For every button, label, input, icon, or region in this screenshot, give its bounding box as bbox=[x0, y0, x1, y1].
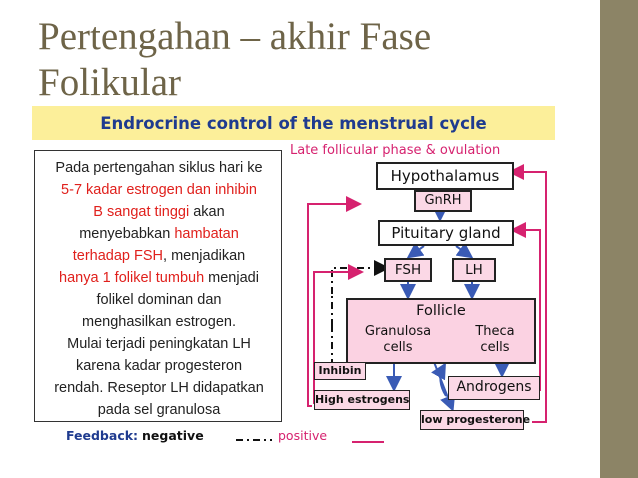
pituitary-label: Pituitary gland bbox=[391, 224, 501, 242]
lh-box bbox=[452, 258, 496, 282]
text-line-3 bbox=[35, 201, 283, 223]
high-estrogens-label: High estrogens bbox=[315, 393, 410, 406]
text-line-4-highlight: hambatan bbox=[174, 226, 239, 242]
androgens-label: Androgens bbox=[456, 379, 532, 395]
text-line-8: menghasilkan estrogen. bbox=[82, 314, 236, 330]
inhibin-box bbox=[314, 362, 366, 380]
explanation-text-box bbox=[34, 150, 282, 422]
inhibin-label: Inhibin bbox=[318, 364, 362, 377]
feedback-negative-label: negative bbox=[142, 428, 204, 443]
granulosa-line-2: cells bbox=[383, 340, 413, 355]
feedback-legend bbox=[66, 428, 204, 443]
text-line-9: Mulai terjadi peningkatan LH bbox=[67, 336, 251, 352]
text-line-6-rest: menjadi bbox=[204, 270, 259, 286]
text-line-5 bbox=[35, 245, 283, 267]
theca-line-1: Theca bbox=[475, 324, 515, 339]
text-line-3-rest: akan bbox=[189, 204, 225, 220]
text-line-4-start: menyebabkan bbox=[79, 226, 175, 242]
text-line-6-highlight: hanya 1 folikel tumbuh bbox=[59, 270, 205, 286]
gnrh-box bbox=[414, 190, 472, 212]
text-line-11: rendah. Reseptor LH didapatkan bbox=[54, 380, 264, 396]
low-progesterone-label: low progesterone bbox=[421, 413, 531, 426]
gnrh-label: GnRH bbox=[424, 193, 462, 208]
figure-banner-title: Endrocrine control of the menstrual cycle bbox=[100, 114, 487, 133]
low-progesterone-box bbox=[420, 410, 531, 430]
follicle-box bbox=[346, 298, 536, 364]
high-estrogens-box bbox=[314, 390, 410, 410]
phase-label: Late follicular phase & ovulation bbox=[290, 143, 501, 158]
text-line-6 bbox=[35, 267, 283, 289]
pituitary-box bbox=[378, 220, 514, 246]
text-line-7: folikel dominan dan bbox=[96, 292, 222, 308]
theca-line-2: cells bbox=[480, 340, 510, 355]
arrow-pituitary-fsh bbox=[410, 246, 424, 256]
text-line-12: pada sel granulosa bbox=[97, 402, 221, 418]
hypothalamus-label: Hypothalamus bbox=[390, 167, 500, 185]
text-line-1: Pada pertengahan siklus hari ke bbox=[55, 160, 263, 176]
follicle-label: Follicle bbox=[416, 303, 466, 319]
text-line-5-highlight: terhadap FSH bbox=[72, 248, 164, 264]
text-line-3-highlight: B sangat tinggi bbox=[93, 204, 190, 220]
slide-title bbox=[38, 14, 558, 106]
text-line-2: 5-7 kadar estrogen dan inhibin bbox=[61, 182, 257, 198]
granulosa-cells-label bbox=[358, 324, 438, 356]
lh-label: LH bbox=[465, 262, 483, 278]
theca-cells-label bbox=[460, 324, 530, 356]
fsh-box bbox=[384, 258, 432, 282]
androgens-box bbox=[448, 376, 540, 400]
fsh-label: FSH bbox=[394, 262, 422, 278]
arrow-pituitary-lh bbox=[456, 246, 470, 256]
right-accent-bar bbox=[600, 0, 638, 478]
text-line-10: karena kadar progesteron bbox=[75, 358, 243, 374]
explanation-text bbox=[35, 157, 283, 421]
slide-title-line-1: Pertengahan – akhir Fase bbox=[38, 15, 432, 58]
feedback-positive-label: positive bbox=[278, 428, 328, 443]
slide-title-line-2: Folikular bbox=[38, 61, 181, 104]
text-line-4 bbox=[35, 223, 283, 245]
feedback-label: Feedback: bbox=[66, 428, 139, 443]
text-line-5-rest: , menjadikan bbox=[163, 248, 246, 264]
hypothalamus-box bbox=[376, 162, 514, 190]
granulosa-line-1: Granulosa bbox=[364, 324, 432, 339]
